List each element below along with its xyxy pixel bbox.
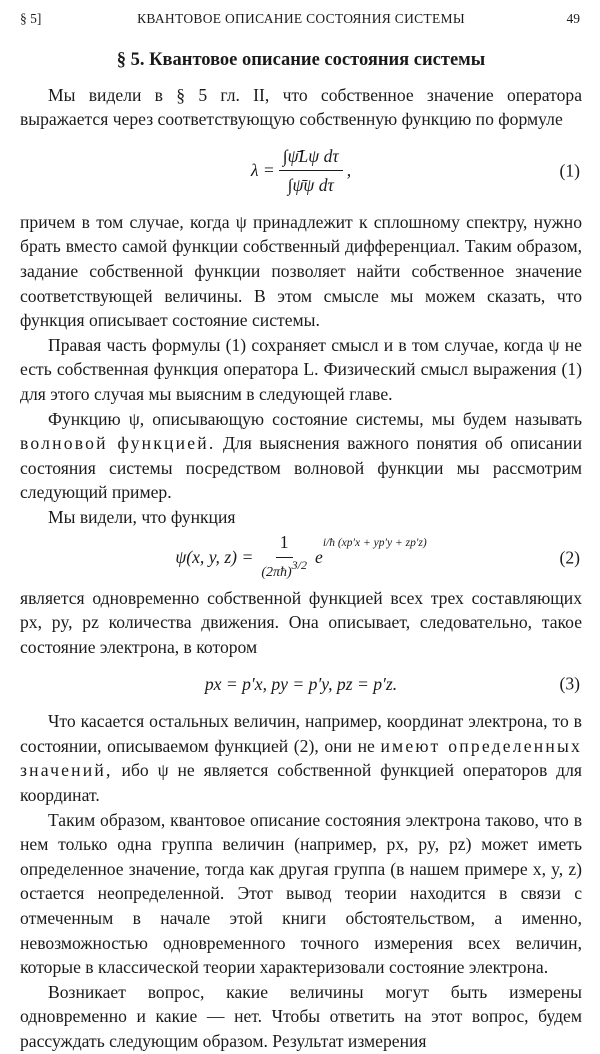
page-number: 49: [566, 11, 580, 26]
eq1-numerator: ∫ψ̄Lψ dτ: [279, 144, 343, 172]
eq2-denominator: [257, 558, 311, 586]
equation-2: [20, 530, 582, 586]
eq2-exponent: i/ħ (xp′x + yp′y + zp′z): [322, 537, 427, 550]
paragraph-5: Мы видели, что функция: [48, 506, 236, 527]
eq1-fraction: [279, 144, 343, 198]
section-title: § 5. Квантовое описание состояния системы: [116, 50, 486, 70]
eq2-fraction: [257, 530, 311, 585]
p7-spaced-term: имеют определенных значений,: [20, 735, 582, 781]
eq3-body: px = p′x, py = p′y, pz = p′z.: [204, 673, 398, 694]
eq1-lhs: λ =: [250, 160, 275, 181]
p4-before: Функцию ψ, описывающую состояние системы, мы будем называть: [48, 408, 582, 429]
eq2-den-exponent: 3/2: [291, 557, 308, 572]
paragraph-2: причем в том случае, когда ψ принадлежит к сплошному спектру, нужно брать вместо самой функции собственный дифференциал. Таким образом, задание собственной функции позволяет найти собственное значение соответствующей величины. В этом смысле мы можем сказать, что функция описывает состояние системы.: [20, 211, 582, 331]
header-section-ref: § 5]: [20, 11, 42, 26]
p7-before: Что касается остальных величин, например, координат электрона, то в состоянии, описываемом функцией (2), они не: [20, 711, 582, 756]
paragraph-1: Мы видели в § 5 гл. II, что собственное значение оператора выражается через соответствующую собственную функцию по формуле: [20, 84, 582, 130]
equation-3: [20, 659, 582, 709]
eq1-denominator: ∫ψ̄ψ dτ: [287, 175, 334, 196]
eq3-label: (3): [559, 673, 580, 694]
paragraph-7: [20, 709, 582, 807]
eq2-den-base: (2πħ): [261, 564, 292, 580]
paragraph-6: является одновременно собственной функцией всех трех составляющих px, py, pz количества движения. Она описывает, следовательно, такое состояние электрона, в котором: [20, 587, 582, 657]
eq1-label: (1): [559, 160, 580, 181]
p4-spaced-term: волновой функцией.: [20, 433, 216, 454]
eq2-numerator: 1: [276, 530, 293, 558]
p7-after: ибо ψ не является собственной функцией операторов для координат.: [20, 760, 582, 806]
paragraph-4: [20, 407, 582, 505]
eq1-comma: ,: [346, 160, 352, 181]
eq2-lhs: ψ(x, y, z) =: [175, 547, 254, 568]
paragraph-8: Таким образом, квантовое описание состояния электрона таково, что в нем только одна группа величин (например, px, py, pz) может иметь определенное значение, тогда как другая группа (в нашем примере x, y, z) остается неопределенной. Этот вывод теории находится в связи с отмеченным в начале этой книги обстоятельством, а именно, невозможностью одновременного точного измерения всех величин, которые в классической теории характеризовали состояние электрона.: [20, 809, 582, 978]
paragraph-9: Возникает вопрос, какие величины могут быть измерены одновременно и какие — нет. Чтобы ответить на этот вопрос, будем рассуждать следующим образом. Результат измерения: [20, 981, 582, 1051]
p4-after: Для выяснения важного понятия об описании состояния системы посредством волновой функции мы рассмотрим следующий пример.: [20, 433, 582, 503]
running-head: [20, 8, 582, 30]
header-title: КВАНТОВОЕ ОПИСАНИЕ СОСТОЯНИЯ СИСТЕМЫ: [137, 11, 465, 26]
eq2-label: (2): [559, 547, 580, 568]
equation-1: [20, 132, 582, 210]
paragraph-3: Правая часть формулы (1) сохраняет смысл и в том случае, когда ψ не есть собственная функция оператора L. Физический смысл выражения (1) для этого случая мы выясним в следующей главе.: [20, 334, 582, 404]
eq2-base: e: [315, 547, 323, 568]
